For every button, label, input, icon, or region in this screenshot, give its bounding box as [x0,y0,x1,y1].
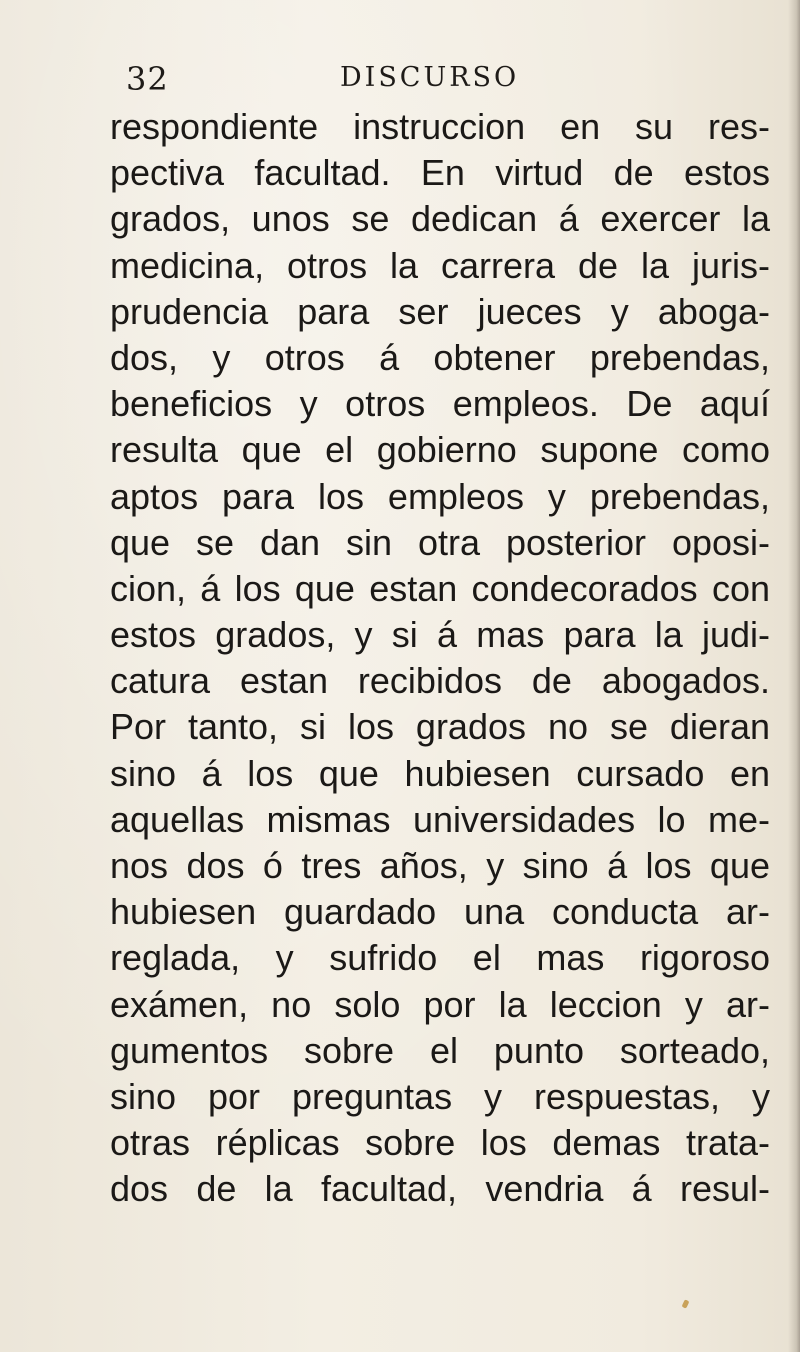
text-line-11: cion, á los que estan condecorados con [110,567,770,609]
text-line-3: grados, unos se dedican á exercer la [110,198,770,240]
running-head-title: DISCURSO [340,62,520,93]
text-line-10: que se dan sin otra posterior oposi- [110,521,770,563]
text-line-5: prudencia para ser jueces y aboga- [110,290,770,332]
text-line-20: exámen, no solo por la leccion y ar- [110,983,770,1025]
text-line-9: aptos para los empleos y prebendas, [110,475,770,517]
page-number: 32 [126,60,169,98]
text-line-17: nos dos ó tres años, y sino á los que [110,845,770,886]
text-line-21: gumentos sobre el punto sorteado, [110,1029,770,1071]
text-line-19: reglada, y sufrido el mas rigoroso [110,937,770,979]
text-line-14: Por tanto, si los grados no se dieran [110,706,770,748]
text-line-4: medicina, otros la carrera de la juris- [110,244,770,286]
text-line-8: resulta que el gobierno supone como [110,429,770,471]
body-text [110,104,770,1213]
text-line-23: otras réplicas sobre los demas trata- [110,1122,770,1164]
text-line-18: hubiesen guardado una conducta ar- [110,891,770,933]
text-line-24: dos de la facultad, vendria á resul- [110,1168,770,1210]
text-line-15: sino á los que hubiesen cursado en [110,752,770,794]
paper-speck [682,1299,690,1308]
text-line-1: respondiente instruccion en su res- [110,106,770,147]
running-head [0,60,800,100]
text-line-22: sino por preguntas y respuestas, y [110,1075,770,1117]
text-line-16: aquellas mismas universidades lo me- [110,798,770,840]
text-line-6: dos, y otros á obtener prebendas, [110,336,770,378]
text-line-7: beneficios y otros empleos. De aquí [110,383,770,425]
text-line-13: catura estan recibidos de abogados. [110,660,770,702]
text-line-2: pectiva facultad. En virtud de estos [110,152,770,194]
page-edge-shadow [788,0,800,1352]
text-line-12: estos grados, y si á mas para la judi- [110,614,770,656]
